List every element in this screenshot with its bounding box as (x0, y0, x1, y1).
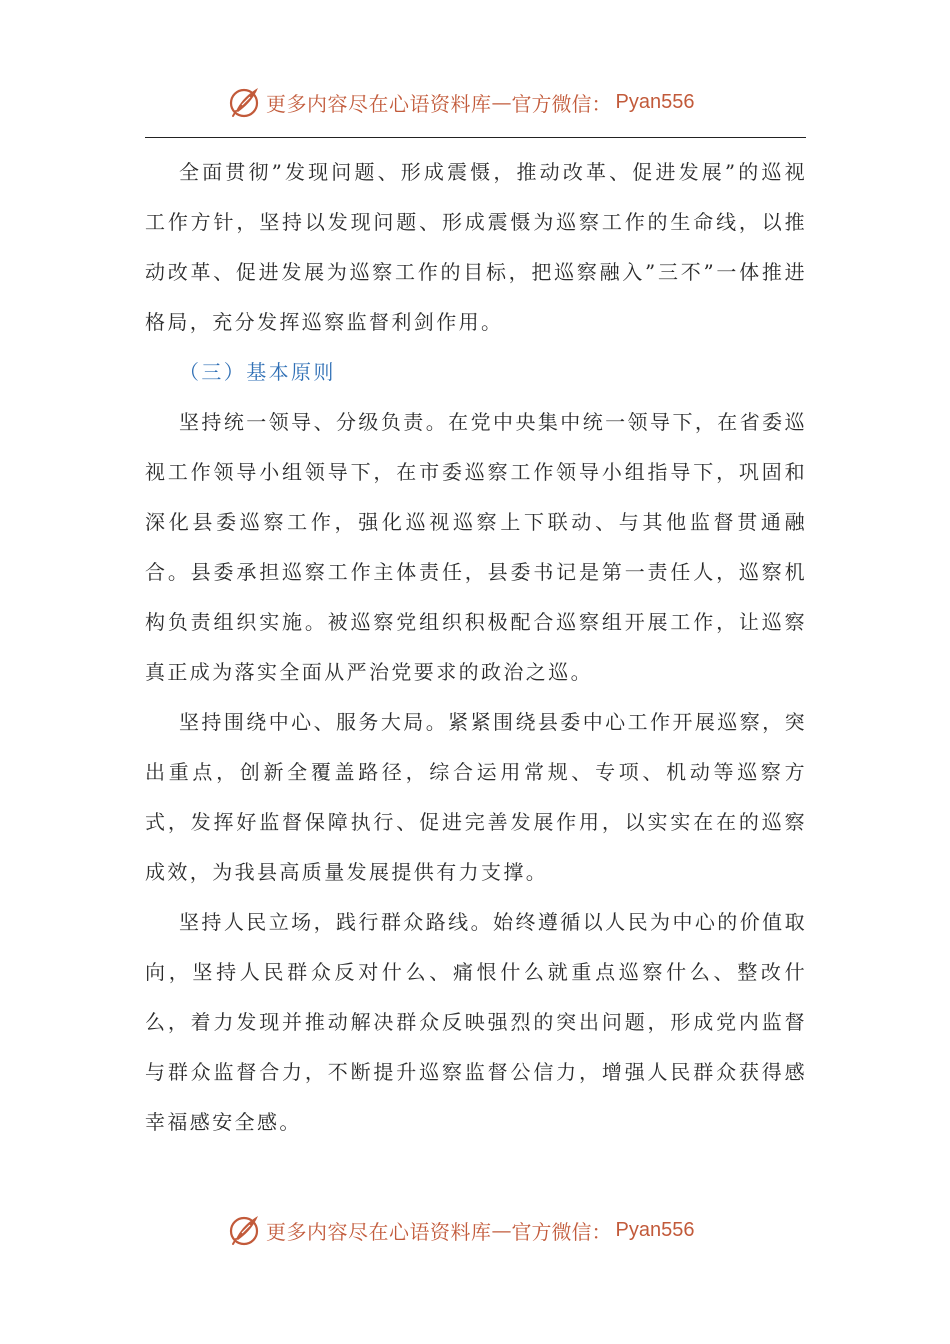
banner-separator: — (491, 1218, 512, 1242)
paragraph-guideline: 全面贯彻”发现问题、形成震慑，推动改革、促进发展”的巡视工作方针，坚持以发现问题、形成震慑为巡察工作的生命线，以推动改革、促进发展为巡察工作的目标，把巡察融入”三不”一体推进格局，充分发挥巡察监督利剑作用。 (145, 160, 807, 334)
banner-wechat-id: Pyan556 (615, 1218, 695, 1241)
banner-title: 更多内容尽在心语资料库 (266, 91, 492, 116)
paragraph-unified-leadership: 坚持统一领导、分级负责。在党中央集中统一领导下，在省委巡视工作领导小组领导下，在市委巡察工作领导小组指导下，巩固和深化县委巡察工作，强化巡视巡察上下联动、与其他监督贯通融合。县委承担巡察工作主体责任，县委书记是第一责任人，巡察机构负责组织实施。被巡察党组织积极配合巡察组开展工作，让巡察真正成为落实全面从严治党要求的政治之巡。 (145, 410, 807, 684)
banner-separator: — (491, 90, 512, 114)
paragraph-people-stance: 坚持人民立场，践行群众路线。始终遵循以人民为中心的价值取向，坚持人民群众反对什么、痛恨什么就重点巡察什么、整改什么，着力发现并推动解决群众反映强烈的突出问题，形成党内监督与群众监督合力，不断提升巡察监督公信力，增强人民群众获得感幸福感安全感。 (145, 910, 807, 1134)
document-body (145, 147, 807, 1147)
quill-pen-logo-icon (228, 1213, 262, 1247)
paragraph-serve-overall-situation: 坚持围绕中心、服务大局。紧紧围绕县委中心工作开展巡察，突出重点，创新全覆盖路径，综合运用常规、专项、机动等巡察方式，发挥好监督保障执行、促进完善发展作用，以实实在在的巡察成效，为我县高质量发展提供有力支撑。 (145, 710, 807, 884)
banner-wechat-label: 官方微信： (511, 91, 612, 116)
header-banner (228, 82, 694, 122)
banner-wechat-label: 官方微信： (511, 1219, 612, 1244)
footer-banner (228, 1210, 694, 1250)
quill-pen-logo-icon (228, 85, 262, 119)
banner-title: 更多内容尽在心语资料库 (266, 1219, 492, 1244)
banner-wechat-id: Pyan556 (615, 90, 695, 113)
section-heading-basic-principles: （三）基本原则 (179, 360, 336, 384)
header-divider (145, 137, 806, 138)
